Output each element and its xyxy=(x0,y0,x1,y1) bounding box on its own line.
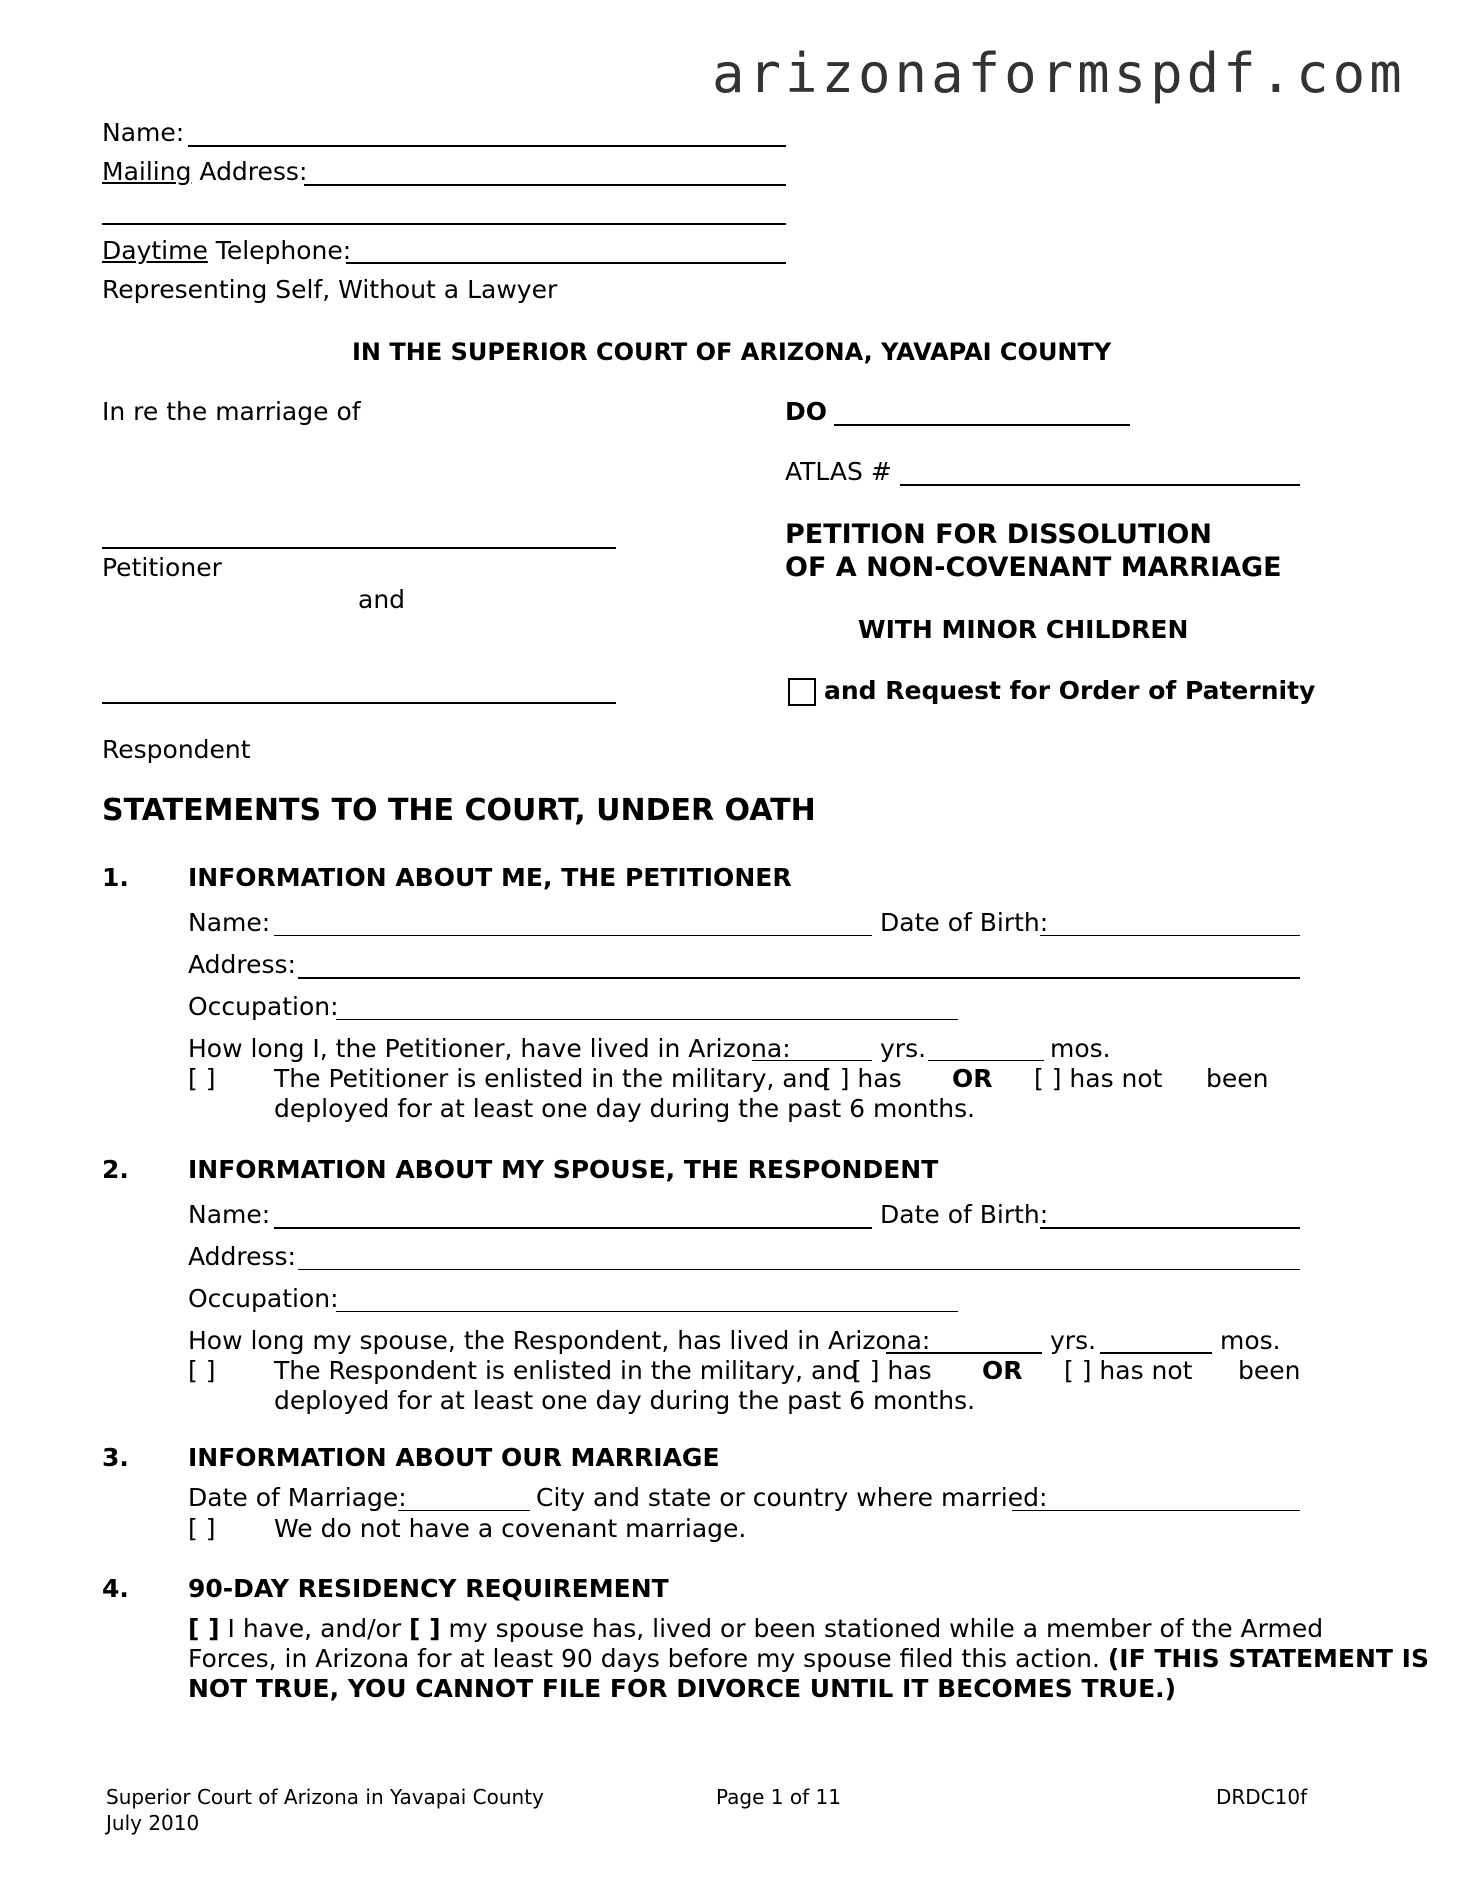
petitioner-occupation-field[interactable] xyxy=(336,1019,958,1020)
section-2-number: 2. xyxy=(102,1155,129,1184)
covenant-checkbox[interactable]: [ ] xyxy=(188,1514,216,1543)
petitioner-name-line[interactable] xyxy=(102,547,616,549)
section-3-title: INFORMATION ABOUT OUR MARRIAGE xyxy=(188,1443,720,1472)
months-label: mos. xyxy=(1050,1034,1111,1063)
section-2-title: INFORMATION ABOUT MY SPOUSE, THE RESPONDENT xyxy=(188,1155,939,1184)
mailing-address-line-2[interactable] xyxy=(102,223,786,225)
section-4-number: 4. xyxy=(102,1574,129,1603)
marriage-place-field[interactable] xyxy=(1012,1510,1300,1511)
respondent-occupation-field[interactable] xyxy=(336,1311,958,1312)
in-re-marriage-label: In re the marriage of xyxy=(102,397,361,426)
and-label: and xyxy=(358,585,406,614)
months-label: mos. xyxy=(1220,1326,1281,1355)
respondent-residency-label: How long my spouse, the Respondent, has lived in Arizona: xyxy=(188,1326,931,1355)
representing-self-text: Representing Self, Without a Lawyer xyxy=(102,275,558,304)
petitioner-military-checkbox[interactable]: [ ] xyxy=(188,1064,216,1093)
respondent-name-field[interactable] xyxy=(274,1227,872,1229)
name-label: Name: xyxy=(102,118,185,147)
petitioner-address-field[interactable] xyxy=(298,977,1300,979)
respondent-months-field[interactable] xyxy=(1100,1352,1212,1354)
petitioner-months-field[interactable] xyxy=(928,1060,1044,1061)
atlas-number-line[interactable] xyxy=(900,484,1300,486)
petitioner-dob-field[interactable] xyxy=(1040,935,1300,936)
petitioner-dob-label: Date of Birth: xyxy=(880,908,1049,937)
footer-page-number: Page 1 of 11 xyxy=(716,1785,841,1809)
petitioner-has-checkbox[interactable]: [ ] has xyxy=(822,1064,902,1093)
covenant-text: We do not have a covenant marriage. xyxy=(274,1514,747,1543)
respondent-deployed-text: deployed for at least one day during the past 6 months. xyxy=(274,1386,976,1415)
respondent-label: Respondent xyxy=(102,735,251,764)
statements-heading: STATEMENTS TO THE COURT, UNDER OATH xyxy=(102,793,816,828)
residency-statement-line-2: Forces, in Arizona for at least 90 days before my spouse filed this action. (IF THIS STATEMENT IS xyxy=(188,1644,1429,1673)
respondent-occupation-label: Occupation: xyxy=(188,1284,339,1313)
telephone-input-line[interactable] xyxy=(346,262,786,264)
daytime-telephone-label: Daytime Telephone: xyxy=(102,236,352,265)
respondent-has-checkbox[interactable]: [ ] has xyxy=(852,1356,932,1385)
footer-form-code: DRDC10f xyxy=(1216,1785,1308,1809)
marriage-date-field[interactable] xyxy=(398,1510,530,1511)
been-label: been xyxy=(1238,1356,1301,1385)
petition-title-line-2: OF A NON-COVENANT MARRIAGE xyxy=(785,552,1282,583)
petitioner-name-label: Name: xyxy=(188,908,271,937)
respondent-dob-field[interactable] xyxy=(1040,1227,1300,1229)
respondent-military-text: The Respondent is enlisted in the military, and xyxy=(274,1356,859,1385)
years-label: yrs. xyxy=(880,1034,927,1063)
do-number-line[interactable] xyxy=(834,424,1130,426)
petitioner-has-not-checkbox[interactable]: [ ] has not xyxy=(1034,1064,1163,1093)
years-label: yrs. xyxy=(1050,1326,1097,1355)
section-1-title: INFORMATION ABOUT ME, THE PETITIONER xyxy=(188,863,792,892)
mailing-address-label: Mailing Address: xyxy=(102,157,308,186)
respondent-address-label: Address: xyxy=(188,1242,296,1271)
residency-statement-line-1: [ ] I have, and/or [ ] my spouse has, lived or been stationed while a member of the Armed xyxy=(188,1614,1324,1643)
or-label: OR xyxy=(982,1356,1023,1385)
respondent-dob-label: Date of Birth: xyxy=(880,1200,1049,1229)
section-3-number: 3. xyxy=(102,1443,129,1472)
watermark-text: arizonaformspdf.com xyxy=(712,42,1406,105)
marriage-place-label: City and state or country where married: xyxy=(536,1483,1048,1512)
petition-title-line-1: PETITION FOR DISSOLUTION xyxy=(785,519,1212,550)
footer-date: July 2010 xyxy=(106,1811,200,1835)
minor-children-label: WITH MINOR CHILDREN xyxy=(858,615,1189,644)
respondent-military-checkbox[interactable]: [ ] xyxy=(188,1356,216,1385)
paternity-label: and Request for Order of Paternity xyxy=(824,676,1316,705)
footer-court: Superior Court of Arizona in Yavapai County xyxy=(106,1785,544,1809)
do-label: DO xyxy=(785,397,828,426)
mailing-address-line-1[interactable] xyxy=(304,184,786,186)
been-label: been xyxy=(1206,1064,1269,1093)
residency-spouse-checkbox[interactable]: [ ] xyxy=(409,1614,441,1643)
respondent-name-label: Name: xyxy=(188,1200,271,1229)
petitioner-years-field[interactable] xyxy=(752,1060,872,1061)
respondent-address-field[interactable] xyxy=(298,1269,1300,1270)
petitioner-military-text: The Petitioner is enlisted in the military, and xyxy=(274,1064,830,1093)
section-1-number: 1. xyxy=(102,863,129,892)
residency-warning: NOT TRUE, YOU CANNOT FILE FOR DIVORCE UNTIL IT BECOMES TRUE.) xyxy=(188,1674,1177,1703)
marriage-date-label: Date of Marriage: xyxy=(188,1483,407,1512)
court-title: IN THE SUPERIOR COURT OF ARIZONA, YAVAPAI COUNTY xyxy=(352,338,1112,366)
paternity-checkbox[interactable] xyxy=(788,678,816,706)
petitioner-occupation-label: Occupation: xyxy=(188,992,339,1021)
petitioner-address-label: Address: xyxy=(188,950,296,979)
petitioner-residency-label: How long I, the Petitioner, have lived in Arizona: xyxy=(188,1034,791,1063)
section-4-title: 90-DAY RESIDENCY REQUIREMENT xyxy=(188,1574,669,1603)
respondent-years-field[interactable] xyxy=(886,1352,1042,1354)
respondent-has-not-checkbox[interactable]: [ ] has not xyxy=(1064,1356,1193,1385)
residency-self-checkbox[interactable]: [ ] xyxy=(188,1614,220,1643)
petitioner-deployed-text: deployed for at least one day during the past 6 months. xyxy=(274,1094,976,1123)
name-input-line[interactable] xyxy=(188,145,786,147)
respondent-name-line[interactable] xyxy=(102,702,616,704)
atlas-label: ATLAS # xyxy=(785,457,892,486)
petitioner-label: Petitioner xyxy=(102,553,222,582)
or-label: OR xyxy=(952,1064,993,1093)
petitioner-name-field[interactable] xyxy=(274,935,872,936)
